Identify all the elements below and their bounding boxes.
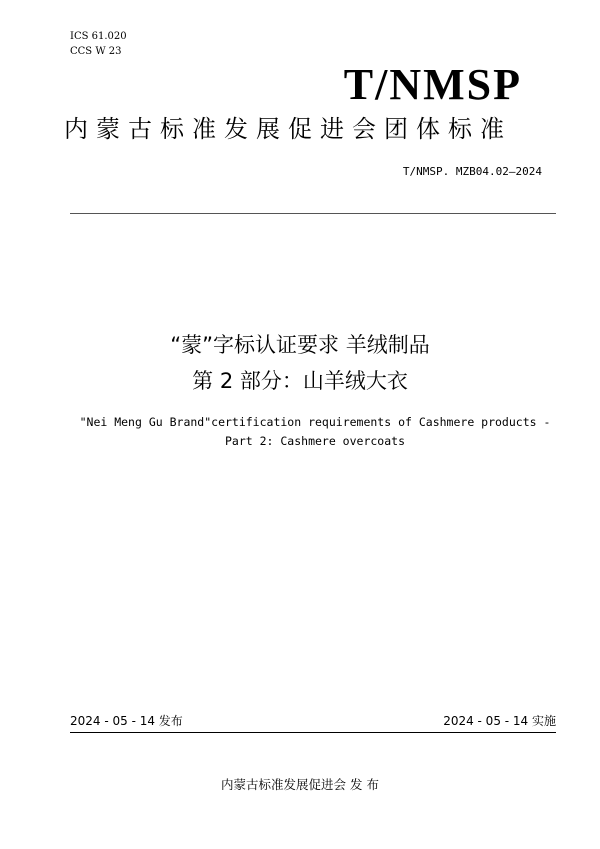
standard-logo: T/NMSP xyxy=(343,60,522,109)
standard-code: T/NMSP. MZB04.02—2024 xyxy=(402,165,542,178)
title-en-line1: "Nei Meng Gu Brand"certification requirements of Cashmere products - xyxy=(79,415,551,429)
organization-title: 内蒙古标准发展促进会团体标准 xyxy=(64,115,512,143)
publish-date: 2024 - 05 - 14 发布 xyxy=(70,714,183,728)
ics-code: ICS 61.020 xyxy=(70,31,127,42)
header-divider xyxy=(70,213,556,214)
title-zh-line2: 第 2 部分：山羊绒大衣 xyxy=(192,369,408,393)
footer-divider xyxy=(70,732,556,733)
title-en-line2: Part 2: Cashmere overcoats xyxy=(224,434,405,448)
implement-date: 2024 - 05 - 14 实施 xyxy=(443,714,556,728)
title-zh-line1: “蒙”字标认证要求 羊绒制品 xyxy=(170,333,430,357)
ccs-code: CCS W 23 xyxy=(70,46,122,57)
publisher: 内蒙古标准发展促进会 发 布 xyxy=(221,777,379,792)
